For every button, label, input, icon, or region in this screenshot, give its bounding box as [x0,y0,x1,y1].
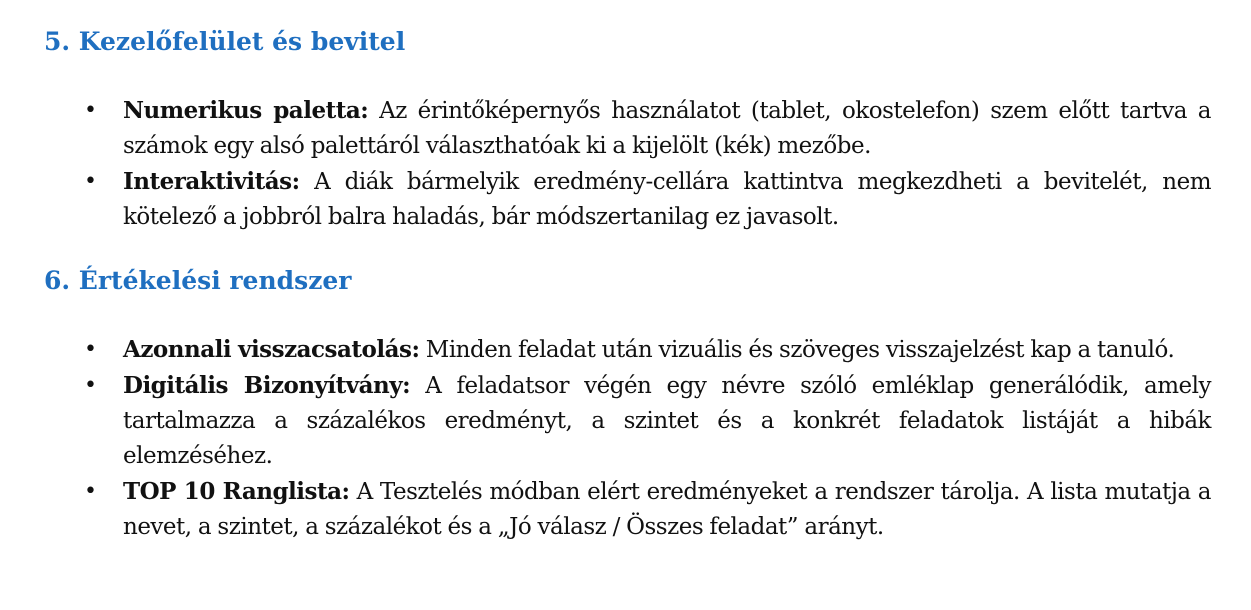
section-heading-interface-input: 5. Kezelőfelület és bevitel [44,27,406,56]
section-heading-evaluation-system: 6. Értékelési rendszer [44,266,352,295]
list-item-text: A Tesztelés módban elért eredményeket a rendszer tárolja. A lista mutatja a nevet, a szintet, a százalékot és a „Jó válasz / Összes feladat” arányt. [123,479,1212,540]
list-item-term: TOP 10 Ranglista: [123,478,350,505]
list-item-digital-certificate [0,368,1251,474]
list-item-body [123,93,1211,164]
list-item-body [123,368,1211,474]
bullet-icon: • [84,479,97,504]
list-item-immediate-feedback [0,332,1251,368]
list-item-text: A diák bármelyik eredmény-cellára kattintva megkezdheti a bevitelét, nem kötelező a jobbról balra haladás, bár módszertanilag ez javasolt. [123,169,1211,230]
list-item-term: Azonnali visszacsatolás: [123,336,420,363]
list-item-text: A feladatsor végén egy névre szóló emléklap generálódik, amely tartalmazza a százalékos eredményt, a szintet és a konkrét feladatok listáját a hibák elemzéséhez. [123,373,1211,469]
list-item-body [123,474,1211,545]
list-item-text: Minden feladat után vizuális és szöveges visszajelzést kap a tanuló. [425,337,1175,363]
list-item-interactivity [0,164,1251,235]
list-item-body [123,332,1211,368]
bullet-list-evaluation-system [0,332,1251,545]
bullet-icon: • [84,373,97,398]
list-item-body [123,164,1211,235]
list-item-term: Digitális Bizonyítvány: [123,372,411,399]
bullet-list-interface-input [0,93,1251,235]
bullet-icon: • [84,337,97,362]
list-item-top10-leaderboard [0,474,1251,545]
bullet-icon: • [84,169,97,194]
list-item-text: Az érintőképernyős használatot (tablet, okostelefon) szem előtt tartva a számok egy alsó palettáról választhatóak ki a kijelölt (kék) mezőbe. [123,98,1211,159]
list-item-term: Numerikus paletta: [123,97,369,124]
bullet-icon: • [84,98,97,123]
list-item-numeric-palette [0,93,1251,164]
list-item-term: Interaktivitás: [123,168,300,195]
